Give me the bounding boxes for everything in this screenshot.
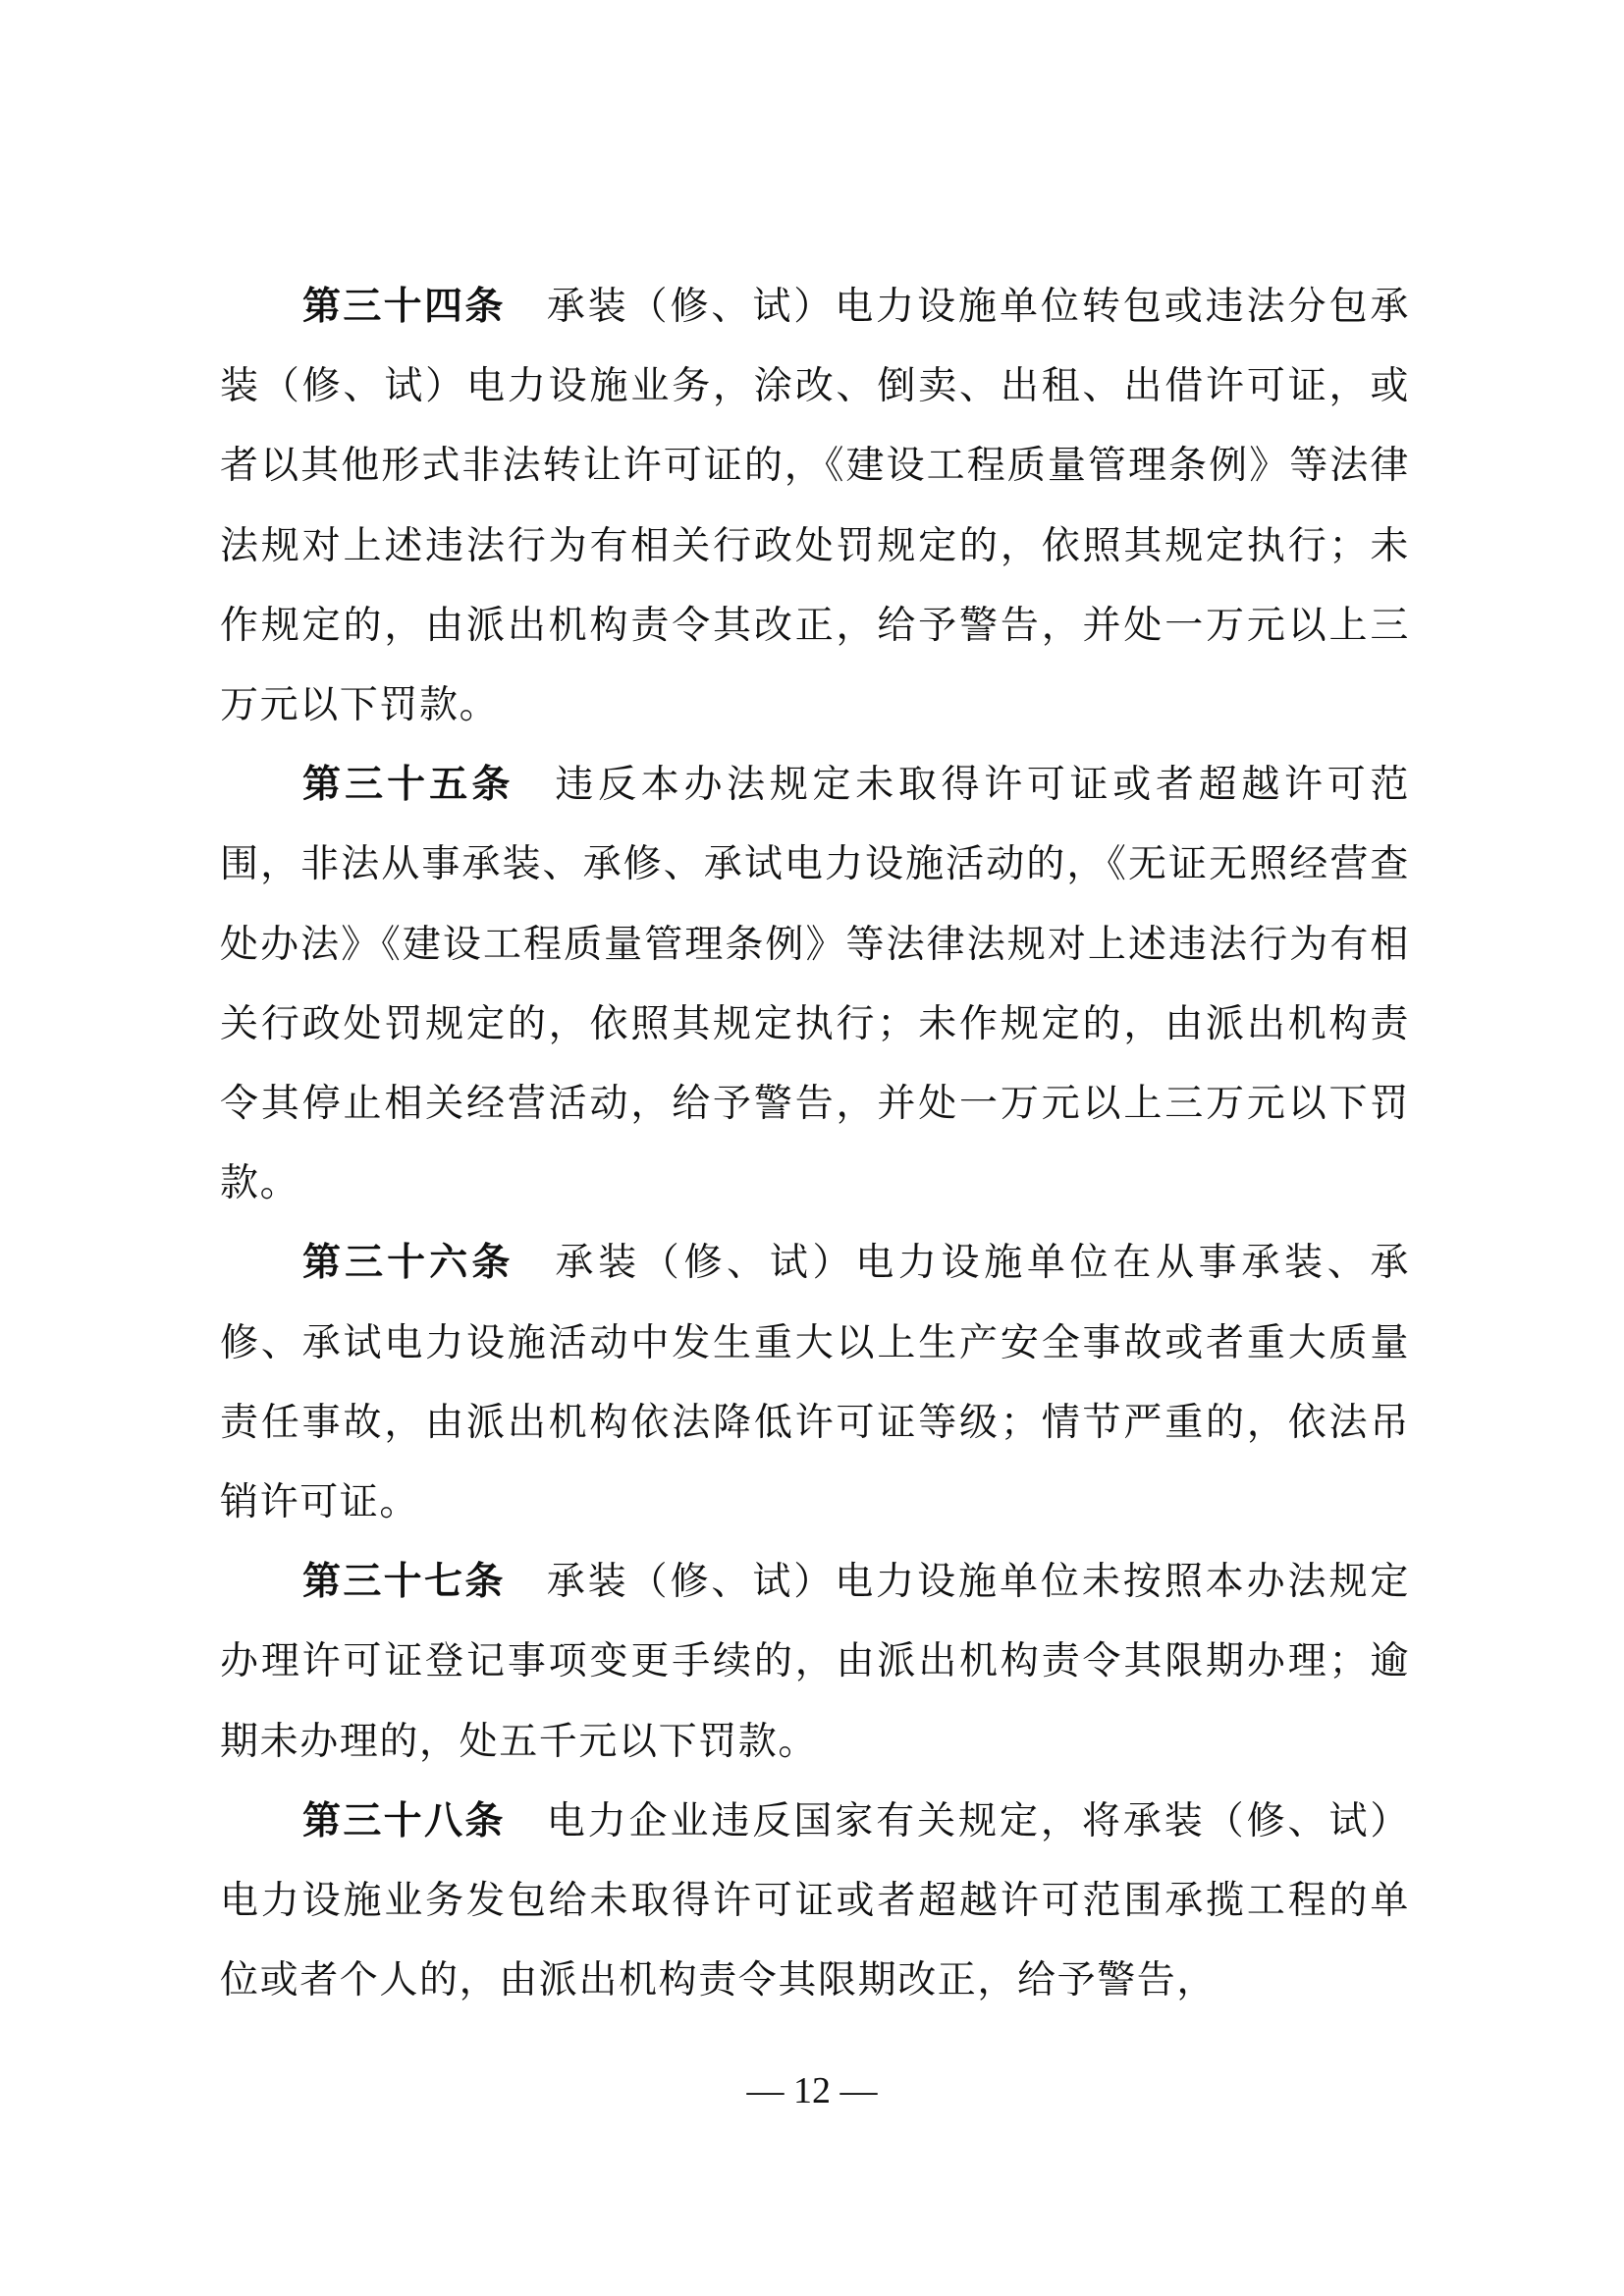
article-title: 第三十七条	[302, 1560, 506, 1605]
article-title: 第三十六条	[302, 1241, 514, 1286]
article-35	[220, 745, 1410, 1223]
page-number: — 12 —	[746, 2070, 878, 2111]
article-38	[220, 1782, 1410, 2021]
article-text: 违反本办法规定未取得许可证或者超越许可范围，非法从事承装、承修、承试电力设施活动的，《无证无照经营查处办法》《建设工程质量管理条例》等法律法规对上述违法行为有相关行政处罚规定的，依照其规定执行；未作规定的，由派出机构责令其停止相关经营活动，给予警告，并处一万元以上三万元以下罚款。	[220, 763, 1410, 1206]
article-text: 电力企业违反国家有关规定，将承装（修、试）电力设施业务发包给未取得许可证或者超越许可范围承揽工程的单位或者个人的，由派出机构责令其限期改正，给予警告，	[220, 1798, 1410, 2003]
article-text: 承装（修、试）电力设施单位未按照本办法规定办理许可证登记事项变更手续的，由派出机构责令其限期办理；逾期未办理的，处五千元以下罚款。	[220, 1560, 1410, 1764]
article-text: 承装（修、试）电力设施单位在从事承装、承修、承试电力设施活动中发生重大以上生产安全事故或者重大质量责任事故，由派出机构依法降低许可证等级；情节严重的，依法吊销许可证。	[220, 1241, 1410, 1525]
article-title: 第三十八条	[302, 1798, 506, 1843]
article-text: 承装（修、试）电力设施单位转包或违法分包承装（修、试）电力设施业务，涂改、倒卖、出租、出借许可证，或者以其他形式非法转让许可证的，《建设工程质量管理条例》等法律法规对上述违法行为有相关行政处罚规定的，依照其规定执行；未作规定的，由派出机构责令其改正，给予警告，并处一万元以上三万元以下罚款。	[220, 285, 1410, 728]
article-34	[220, 267, 1410, 745]
article-title: 第三十五条	[302, 763, 514, 808]
regulation-body	[220, 267, 1410, 2020]
article-title: 第三十四条	[302, 285, 506, 329]
article-37	[220, 1542, 1410, 1782]
article-36	[220, 1223, 1410, 1542]
